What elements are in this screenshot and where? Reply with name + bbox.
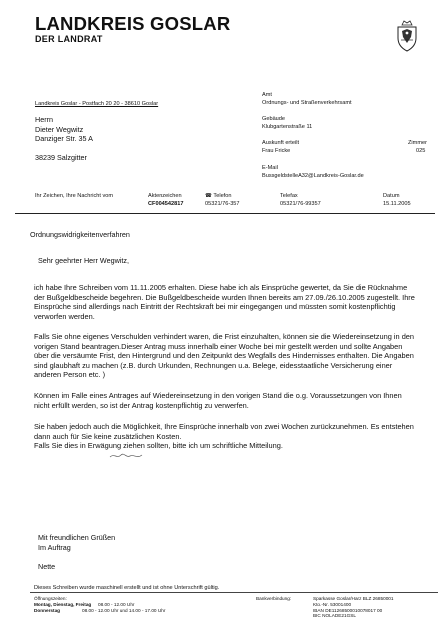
salutation: Sehr geehrter Herr Wegwitz,: [38, 256, 129, 265]
office-email-label: E-Mail: [262, 165, 278, 171]
opening-hours-days: Donnerstag: [34, 608, 61, 613]
recipient-block: [35, 115, 93, 163]
body-paragraph: Falls Sie ohne eigenes Verschulden verhindert waren, die Frist einzuhalten, können sie die Wiedereinsetzung in den vorigen Stand beantragen.Dieser Antrag muss innerhalb einer Woche bei mir gestellt werden und sollte Angaben über die versäumte Frist, den Hintergrund und den Zeitpunkt des Wegfalls des Hindernisses enthalten. Die Angaben sind glaubhaft zu machen (z.B. durch Urkunden, Rechnungen u.a. Belege, eidesstaatliche Versicherung einer anderen Person etc. ): [34, 332, 415, 380]
recipient-line: [35, 144, 93, 154]
organization-subtitle: DER LANDRAT: [35, 34, 103, 44]
phone-icon: ☎: [205, 193, 212, 199]
bank-details: [313, 596, 394, 619]
bank-label: Bankverbindung:: [256, 596, 292, 601]
phone-value: 05321/76-357: [205, 201, 240, 207]
date-label: Datum: [383, 193, 400, 199]
recipient-line: Danziger Str. 35 A: [35, 134, 93, 144]
recipient-line: Herrn: [35, 115, 53, 124]
signatory-name: Nette: [38, 561, 56, 571]
opening-hours-days: Montag, Dienstag, Freitag: [34, 602, 92, 607]
fax-label: Telefax: [280, 193, 298, 199]
opening-hours-time: 08.00 - 12.00 Uhr: [98, 602, 135, 607]
your-reference-label: Ihr Zeichen, Ihre Nachricht vom: [35, 193, 114, 199]
coat-of-arms-icon: [396, 20, 418, 52]
recipient-line: Dieter Wegwitz: [35, 124, 84, 134]
body-paragraph: ich habe Ihre Schreiben vom 11.11.2005 erhalten. Diese habe ich als Einsprüche gewertet, da Sie die Rücknahme der Bußgeldbescheide begehren. Die Bußgeldbescheide wurden Ihnen bereits am 27.09./26.10.2005 zugestellt. Ihre Einsprüche sind allerdings nach Eintritt der Rechtskraft bei mir eingegangen und müssten somit kostenpflichtig verworfen werden.: [34, 283, 415, 321]
bank-line: Sparkasse Goslar/Harz BLZ 26850001: [313, 596, 394, 601]
office-amt-label: Amt: [262, 92, 272, 98]
office-email-value: BussgeldstelleA32@Landkreis-Goslar.de: [262, 173, 364, 179]
closing-line: Mit freundlichen Grüßen: [38, 533, 116, 542]
office-amt-value: Ordnungs- und Straßenverkehrsamt: [262, 100, 352, 106]
phone-label-group: [205, 193, 231, 200]
bank-line: Kto.-Nr. 53001400: [313, 601, 352, 607]
closing-block: [38, 533, 115, 571]
subject-line: Ordnungswidrigkeitenverfahren: [30, 230, 130, 239]
office-contact-label: Auskunft erteilt: [262, 140, 299, 146]
body-paragraph: Sie haben jedoch auch die Möglichkeit, Ihre Einsprüche innerhalb von zwei Wochen zurückzunehmen. Es entstehen dann auch für Sie keine zusätzlichen Kosten.: [34, 422, 414, 441]
file-number-label: Aktenzeichen: [148, 193, 182, 199]
bank-line: IBAN DE11268500010078017 00: [313, 607, 383, 613]
office-building-label: Gebäude: [262, 116, 286, 122]
fax-value: 05321/76-99357: [280, 201, 321, 207]
footer-note: Dieses Schreiben wurde maschinell erstellt und ist ohne Unterschrift gültig.: [34, 585, 220, 591]
handwritten-scribble-icon: [108, 451, 148, 460]
office-building-value: Klubgartenstraße 11: [262, 124, 313, 130]
date-value: 15.11.2005: [383, 201, 411, 207]
organization-name: LANDKREIS GOSLAR: [35, 13, 231, 34]
body-paragraph: Können im Falle eines Antrages auf Wiedereinsetzung in den vorigen Stand die o.g. Voraussetzungen von Ihnen nicht erfüllt werden, so ist der Antrag kostenpflichtig zu verwerfen.: [34, 391, 402, 410]
divider: [15, 213, 435, 214]
body-paragraph: Falls Sie dies in Erwägung ziehen sollten, bitte ich um schriftliche Mitteilung.: [34, 441, 283, 450]
office-room-label: Zimmer: [408, 140, 427, 146]
office-room-value: 025: [416, 148, 426, 154]
return-address: Landkreis Goslar - Postfach 20 20 - 38610 Goslar: [35, 101, 159, 107]
bank-line: BIC NOLADE21GSL: [313, 613, 356, 619]
recipient-line: 38239 Salzgitter: [35, 153, 87, 163]
file-number-value: CF004542817: [148, 201, 184, 207]
opening-hours-time: 08.00 - 12.00 Uhr und 14.00 - 17.00 Uhr: [82, 608, 166, 613]
office-contact-value: Frau Fricke: [262, 148, 291, 154]
opening-hours-title: Öffnungszeiten:: [34, 596, 67, 601]
closing-line: [38, 552, 115, 562]
closing-line: Im Auftrag: [38, 542, 71, 552]
footer-divider: [30, 592, 438, 593]
phone-label: Telefon: [213, 193, 232, 199]
